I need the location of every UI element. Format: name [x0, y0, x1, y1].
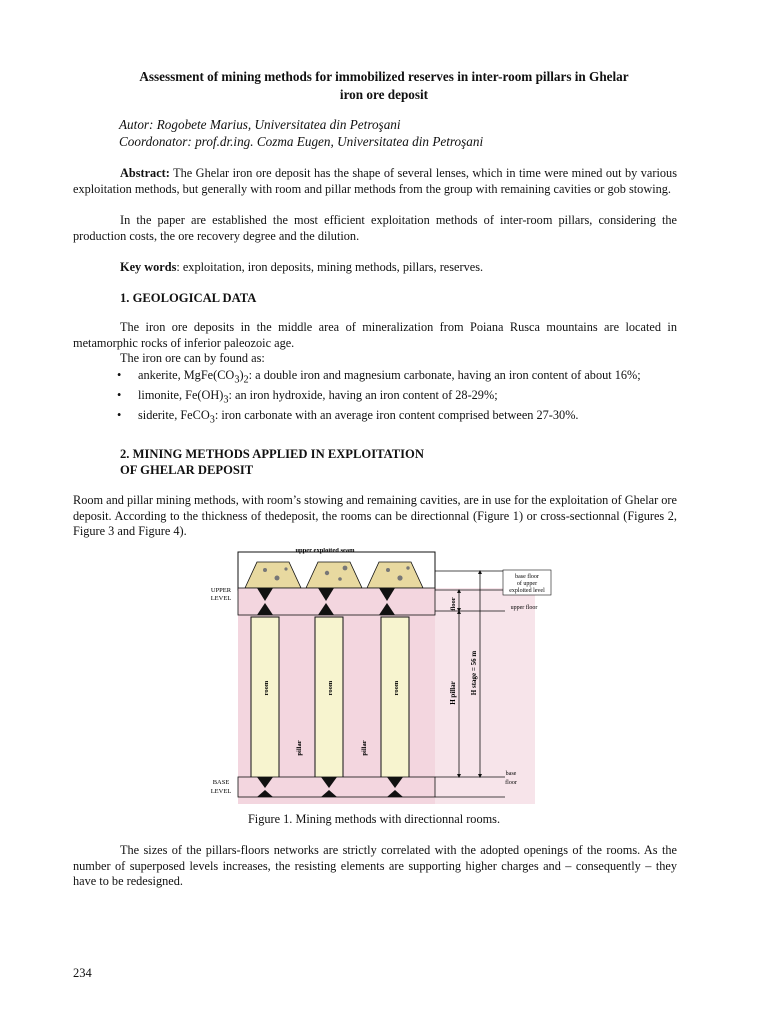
base-level-label-1: BASE [212, 779, 230, 786]
figure-1-diagram [205, 548, 557, 808]
base-floor-label-2: floor [505, 780, 517, 786]
abstract-label: Abstract: [120, 166, 170, 180]
svg-text:room: room [393, 680, 400, 696]
floor-dimension-label: floor [450, 597, 457, 611]
svg-text:pillar: pillar [361, 740, 368, 756]
abstract-text: The Ghelar iron ore deposit has the shape of several lenses, which in time were mined out by various exploitation methods, but generally with room and pillar methods from the group with remaining cavities or gob stowing. [73, 166, 677, 196]
title-line-1: Assessment of mining methods for immobilized reserves in inter-room pillars in Ghelar [139, 69, 629, 84]
page-number: 234 [73, 966, 92, 980]
upper-seam-label: upper exploited seam [295, 548, 355, 554]
keywords-paragraph [73, 260, 677, 276]
title-line-2: iron ore deposit [339, 87, 429, 102]
list-item: • limonite, $Fe(OH)_3$: an iron hydroxide, having an iron content of 28-29%; [117, 388, 498, 406]
upper-stowing [245, 562, 423, 588]
bullet-icon: • [117, 408, 122, 423]
room-3 [381, 617, 409, 795]
bullet-icon: • [117, 368, 122, 382]
bullet-icon: • [117, 388, 122, 403]
list-item: • ankerite, $MgFe(CO_3)_2$: a double iron and magnesium carbonate, having an iron content of about 16%; [117, 368, 641, 386]
section-1-paragraph: The iron ore deposits in the middle area of mineralization from Poiana Rusca mountains are located in metamorphic rocks of inferior paleozoic age. [73, 320, 677, 350]
room-1 [251, 617, 279, 795]
base-level-label-2: LEVEL [210, 788, 232, 795]
authors-block [119, 116, 483, 150]
keywords-text: : exploitation, iron deposits, mining methods, pillars, reserves. [176, 260, 484, 274]
abstract-paragraph [73, 166, 677, 197]
iron-ore-list [73, 368, 677, 428]
upper-floor-label: upper floor [510, 605, 538, 611]
svg-text:room: room [263, 680, 270, 696]
svg-text:room: room [327, 680, 334, 696]
room-2 [315, 617, 343, 795]
h-stage-label: H stage = 56 m [470, 650, 478, 696]
section-1-heading: 1. GEOLOGICAL DATA [120, 291, 257, 305]
section-2-paragraph: Room and pillar mining methods, with room’s stowing and remaining cavities, are in use for the exploitation of Ghelar ore deposit. According to the thickness of thedeposit, the rooms can be directionnal (Figure 1) or cross-sectionnal (Figures 2, Figure 3 and Figure 4). [73, 493, 677, 539]
base-floor-label-1: base [505, 771, 517, 777]
figure-1-caption: Figure 1. Mining methods with directionnal rooms. [247, 812, 501, 826]
paper-title [72, 68, 696, 104]
svg-text:base floor: base floor [515, 574, 539, 580]
closing-paragraph: The sizes of the pillars-floors networks are strictly correlated with the adopted openings of the rooms. As the number of superposed levels increases, the resisting elements are supporting higher charges and – consequently – they have to be redesigned. [73, 843, 677, 889]
list-item: • siderite, FeCO$_3$: iron carbonate with an average iron content comprised between 27-30%. [117, 408, 579, 426]
upper-level-label-2: LEVEL [210, 595, 232, 602]
svg-text:of upper: of upper [516, 581, 538, 587]
author-line: Autor: Rogobete Marius, Universitatea din Petroşani [119, 117, 401, 132]
svg-text:pillar: pillar [296, 740, 303, 756]
section-1-paragraph-2: The iron ore can by found as: [120, 351, 265, 365]
svg-text:exploited level: exploited level [509, 588, 545, 594]
upper-level-label-1: UPPER [210, 587, 232, 594]
section-2-heading: 2. MINING METHODS APPLIED IN EXPLOITATION OF GHELAR DEPOSIT [120, 447, 424, 477]
h-pillar-label: H pillar [449, 681, 457, 705]
coordinator-line: Coordonator: prof.dr.ing. Cozma Eugen, Universitatea din Petroşani [119, 134, 484, 149]
rooms [251, 617, 409, 795]
abstract-paragraph-2: In the paper are established the most efficient exploitation methods of inter-room pillars, considering the production costs, the ore recovery degree and the dilution. [73, 213, 677, 243]
keywords-label: Key words [120, 260, 177, 274]
